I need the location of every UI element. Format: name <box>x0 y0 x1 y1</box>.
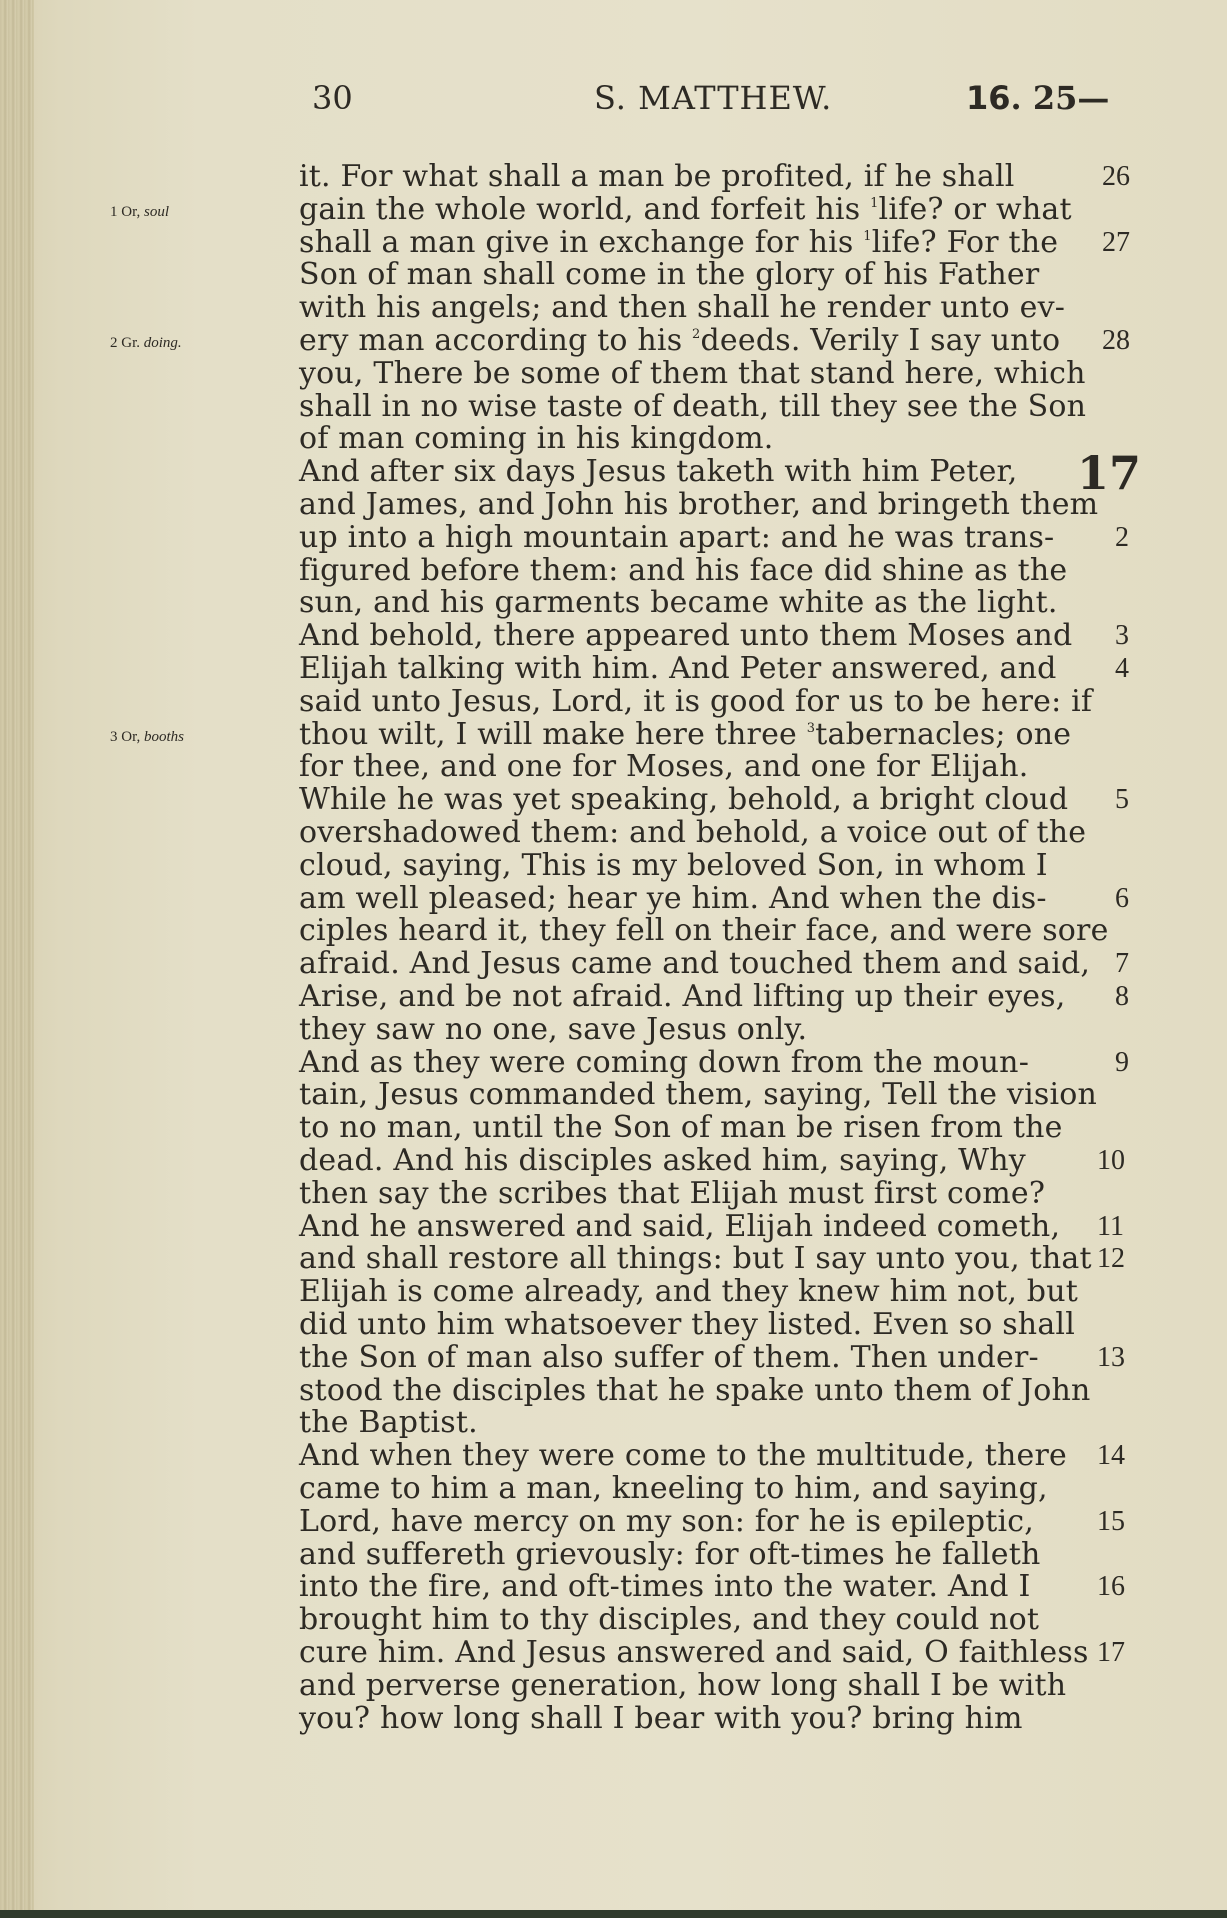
book-spine-edge <box>0 0 34 1918</box>
text-line <box>299 1636 1089 1670</box>
verse-number: 4 <box>1115 653 1129 684</box>
verse-number: 2 <box>1115 521 1129 553</box>
text-line <box>299 882 1047 916</box>
chapter-verse-reference <box>966 78 1109 118</box>
text-line <box>299 1374 1091 1408</box>
page-number: 30 <box>312 79 353 117</box>
text-line <box>299 1111 1063 1145</box>
text-line <box>299 586 1058 620</box>
verse-number: 17 <box>1097 1637 1125 1668</box>
text-line <box>299 1505 1034 1539</box>
text-segment: of man coming in his kingdom. <box>299 421 774 457</box>
text-line <box>299 1669 1066 1703</box>
note-text: Or, <box>117 203 144 220</box>
text-segment: life? or what <box>878 191 1072 227</box>
text-line <box>299 1406 478 1440</box>
text-segment: shall a man give in exchange for his <box>299 224 864 260</box>
text-line <box>299 390 1086 424</box>
text-segment: the Son of man also suffer of them. Then under- <box>299 1339 1039 1375</box>
verse-number: 10 <box>1097 1145 1125 1176</box>
text-segment: And he answered and said, Elijah indeed cometh, <box>299 1208 1061 1244</box>
text-segment: with his angels; and then shall he render unto ev- <box>299 290 1066 326</box>
verse-number: 28 <box>1102 325 1130 356</box>
text-segment: thou wilt, I will make here three <box>299 716 807 752</box>
text-segment: the Baptist. <box>299 1405 478 1441</box>
text-segment: you, There be some of them that stand here, which <box>299 355 1086 391</box>
text-line <box>299 554 1067 588</box>
text-segment: to no man, until the Son of man be risen from the <box>299 1110 1063 1146</box>
text-segment: And as they were coming down from the moun- <box>299 1044 1030 1080</box>
text-line <box>299 357 1086 391</box>
text-segment: shall in no wise taste of death, till they see the Son <box>299 388 1087 424</box>
footnote-marker: 1 <box>863 228 872 244</box>
note-text: Or, <box>117 728 144 745</box>
text-line <box>299 1702 1023 1736</box>
text-line <box>299 652 1057 686</box>
text-line <box>299 455 1018 489</box>
verse-number: 5 <box>1115 784 1129 816</box>
text-line <box>299 521 1054 555</box>
text-segment: Lord, have mercy on my son: for he is epileptic, <box>299 1503 1035 1539</box>
text-segment: afraid. And Jesus came and touched them and said, <box>299 946 1091 982</box>
text-line <box>299 1439 1067 1473</box>
text-line <box>299 750 1028 784</box>
text-line <box>299 619 1072 653</box>
verse-number: 6 <box>1115 882 1129 914</box>
verse-number: 7 <box>1115 948 1129 980</box>
text-segment: dead. And his disciples asked him, saying, Why <box>299 1143 1026 1178</box>
text-segment: cloud, saying, This is my beloved Son, in whom I <box>299 847 1048 883</box>
note-text: Gr. <box>117 335 144 351</box>
verse-number: 26 <box>1102 161 1130 192</box>
text-segment: you? how long shall I bear with you? bring him <box>299 1700 1023 1736</box>
text-line <box>299 422 774 456</box>
text-line <box>299 1013 807 1047</box>
verse-number: 16 <box>1097 1571 1125 1603</box>
note-label: booths <box>143 728 184 745</box>
text-line <box>299 1341 1039 1375</box>
text-line <box>299 1472 1048 1506</box>
text-line <box>299 718 1071 752</box>
note-mark: 3 <box>110 728 118 745</box>
verse-number: 8 <box>1115 981 1129 1012</box>
text-segment: said unto Jesus, Lord, it is good for us to be here: if <box>299 683 1093 719</box>
text-line <box>299 1046 1029 1080</box>
verse-number: 3 <box>1115 620 1129 652</box>
text-line <box>299 980 1066 1014</box>
note-mark: 2 <box>110 335 118 351</box>
text-segment: And behold, there appeared unto them Moses and <box>299 618 1073 654</box>
running-title: S. MATTHEW. <box>594 79 833 117</box>
text-segment: And after six days Jesus taketh with him Peter, <box>299 454 1018 490</box>
text-segment: gain the whole world, and forfeit his <box>299 191 871 227</box>
text-segment: Elijah is come already, and they knew him not, but <box>299 1274 1078 1310</box>
text-line <box>299 685 1092 719</box>
text-line <box>299 783 1068 817</box>
text-segment: up into a high mountain apart: and he was trans- <box>299 519 1055 555</box>
text-line <box>299 324 1060 358</box>
text-line <box>299 1210 1060 1244</box>
text-line <box>299 226 1058 260</box>
text-segment: stood the disciples that he spake unto them of John <box>299 1372 1091 1408</box>
text-line <box>299 947 1090 981</box>
text-line <box>299 1538 1041 1572</box>
text-segment: overshadowed them: and behold, a voice out of the <box>299 815 1087 850</box>
text-line <box>299 1275 1078 1309</box>
text-line <box>299 193 1072 227</box>
text-segment: deeds. Verily I say unto <box>700 323 1061 358</box>
verse-number: 9 <box>1115 1046 1129 1078</box>
text-segment: Son of man shall come in the glory of his Father <box>299 257 1040 293</box>
text-segment: Arise, and be not afraid. And lifting up their eyes, <box>299 979 1066 1014</box>
text-line <box>299 291 1065 325</box>
text-line <box>299 1603 1039 1637</box>
text-line <box>299 1570 1031 1604</box>
text-line <box>299 258 1039 292</box>
text-segment: and suffereth grievously: for oft-times he falleth <box>299 1536 1041 1572</box>
text-segment: tabernacles; one <box>815 716 1072 752</box>
verse-number: 12 <box>1097 1243 1125 1275</box>
text-segment: and shall restore all things: but I say unto you, that <box>299 1241 1092 1277</box>
text-segment: ery man according to his <box>299 323 693 358</box>
text-line <box>299 1078 1097 1112</box>
text-segment: then say the scribes that Elijah must first come? <box>299 1175 1046 1211</box>
text-segment: came to him a man, kneeling to him, and saying, <box>299 1471 1048 1506</box>
text-line <box>299 1242 1092 1276</box>
text-segment: life? For the <box>871 224 1059 260</box>
verse-number: 15 <box>1097 1505 1125 1537</box>
text-segment: and James, and John his brother, and bringeth them <box>299 487 1099 522</box>
text-line <box>299 1177 1045 1211</box>
text-line <box>299 488 1098 522</box>
text-segment: Elijah talking with him. And Peter answered, and <box>299 651 1057 686</box>
text-line <box>299 1308 1075 1342</box>
text-segment: While he was yet speaking, behold, a bright cloud <box>299 782 1069 818</box>
footnote-marker: 2 <box>692 327 701 342</box>
text-line <box>299 914 1109 948</box>
page-bottom-edge <box>0 1910 1227 1918</box>
margin-note <box>110 726 184 748</box>
text-segment: and perverse generation, how long shall I be with <box>299 1667 1067 1703</box>
footnote-marker: 1 <box>870 195 879 211</box>
margin-note <box>110 201 169 223</box>
text-segment: figured before them: and his face did shine as the <box>299 552 1068 588</box>
margin-note <box>110 332 182 354</box>
text-segment: they saw no one, save Jesus only. <box>299 1011 808 1047</box>
text-line <box>299 816 1086 850</box>
text-segment: tain, Jesus commanded them, saying, Tell the vision <box>299 1077 1098 1113</box>
chapter-number: 17 <box>1077 446 1142 500</box>
text-segment: cure him. And Jesus answered and said, O faithless <box>299 1635 1089 1670</box>
text-segment: ciples heard it, they fell on their face, and were sore <box>299 913 1109 949</box>
text-segment: And when they were come to the multitude, there <box>299 1438 1067 1474</box>
verse-number: 13 <box>1097 1341 1125 1373</box>
text-segment: sun, and his garments became white as the light. <box>299 585 1058 621</box>
verse-ref: . 25— <box>1010 79 1110 117</box>
verse-number: 14 <box>1097 1440 1125 1472</box>
note-label: doing. <box>143 335 182 351</box>
text-line <box>299 1144 1026 1178</box>
verse-number: 27 <box>1102 226 1130 258</box>
text-segment: brought him to thy disciples, and they could not <box>299 1602 1040 1638</box>
text-line <box>299 160 1015 194</box>
verse-number: 11 <box>1097 1210 1124 1242</box>
footnote-marker: 3 <box>806 720 816 736</box>
text-segment: into the fire, and oft-times into the water. And I <box>299 1569 1031 1605</box>
note-label: soul <box>143 203 169 220</box>
chapter-ref-number: 16 <box>966 79 1011 117</box>
text-segment: am well pleased; hear ye him. And when the dis- <box>299 880 1047 916</box>
text-segment: did unto him whatsoever they listed. Even so shall <box>299 1307 1075 1342</box>
text-segment: it. For what shall a man be profited, if he shall <box>299 159 1015 194</box>
text-segment: for thee, and one for Moses, and one for Elijah. <box>299 749 1029 785</box>
note-mark: 1 <box>110 203 118 220</box>
text-line <box>299 849 1048 883</box>
